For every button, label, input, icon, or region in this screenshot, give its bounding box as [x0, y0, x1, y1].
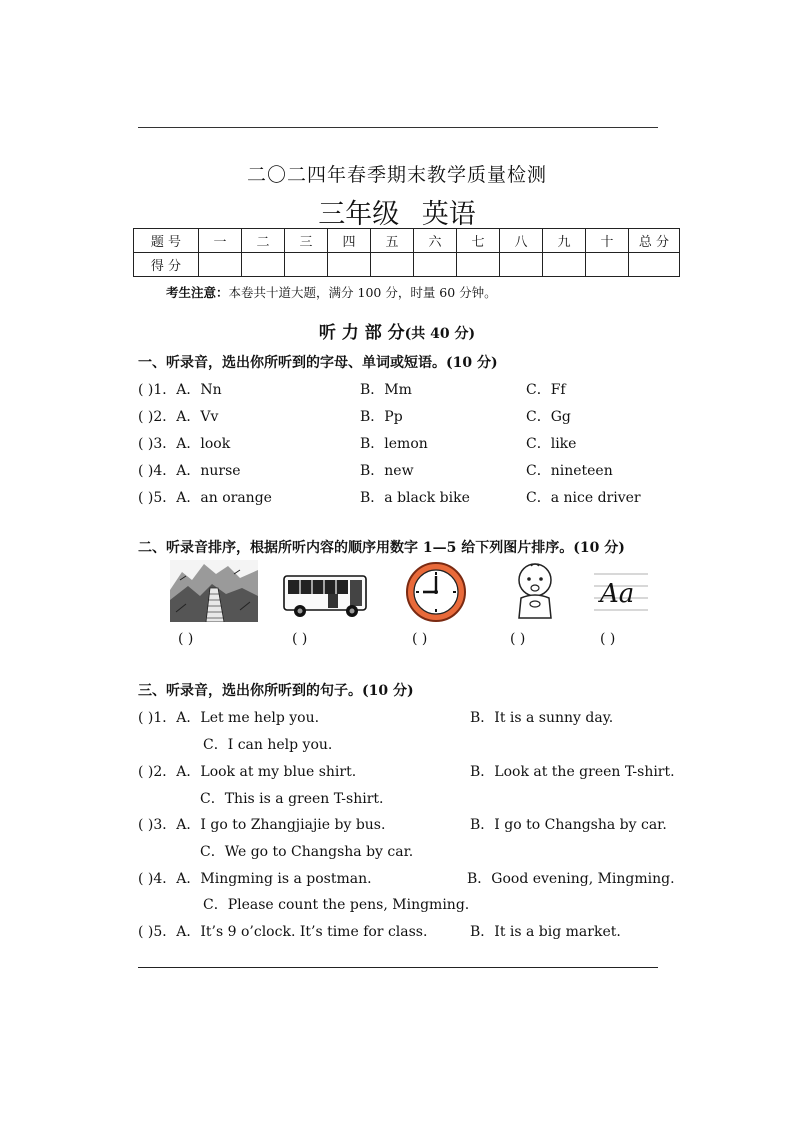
score-cell[interactable] — [500, 253, 543, 277]
s2-blank-4[interactable]: ( ) — [510, 631, 526, 647]
letter-aa-text: Aa — [600, 579, 635, 609]
s3-q2-b: B．Look at the green T-shirt. — [470, 764, 675, 780]
exam-subtitle: 二〇二四年春季期末教学质量检测 — [246, 164, 547, 186]
s3-q5-b: B．It is a big market. — [470, 924, 621, 940]
s1-q3-c: C．like — [526, 436, 577, 452]
s1-q2-c: C．Gg — [526, 409, 571, 425]
score-cell[interactable] — [457, 253, 500, 277]
s3-q4-b: B．Good evening, Mingming. — [467, 871, 675, 887]
section1-heading: 一、听录音，选出你所听到的字母、单词或短语。(10 分) — [138, 355, 498, 371]
s1-q4-c: C．nineteen — [526, 463, 613, 479]
s1-q1-b: B．Mm — [360, 382, 412, 398]
col-4: 四 — [328, 229, 371, 253]
part-title: 听 力 部 分 — [318, 323, 405, 343]
s1-q5-a: ( )5．A．an orange — [138, 490, 272, 506]
col-8: 八 — [500, 229, 543, 253]
s3-q2-a: ( )2．A．Look at my blue shirt. — [138, 764, 357, 780]
s3-q3-a: ( )3．A．I go to Zhangjiajie by bus. — [138, 817, 386, 833]
s1-q2-b: B．Pp — [360, 409, 403, 425]
col-10: 十 — [586, 229, 629, 253]
exam-title: 三年级 英语 — [318, 199, 476, 230]
score-cell[interactable] — [371, 253, 414, 277]
col-7: 七 — [457, 229, 500, 253]
col-3: 三 — [285, 229, 328, 253]
section2-heading: 二、听录音排序，根据所听内容的顺序用数字 1—5 给下列图片排序。(10 分) — [138, 540, 625, 556]
s3-q3-c: C．We go to Changsha by car. — [200, 844, 414, 860]
s1-q1-a: ( )1．A．Nn — [138, 382, 222, 398]
s3-q4-c: C．Please count the pens, Mingming. — [203, 897, 470, 913]
score-cell[interactable] — [285, 253, 328, 277]
s3-q2-c: C．This is a green T-shirt. — [200, 791, 384, 807]
s3-q1-b: B．It is a sunny day. — [470, 710, 614, 726]
s2-blank-1[interactable]: ( ) — [178, 631, 194, 647]
s3-q3-b: B．I go to Changsha by car. — [470, 817, 667, 833]
mountain-stairs-picture — [170, 560, 258, 622]
row-label-number: 题 号 — [134, 229, 199, 253]
col-6: 六 — [414, 229, 457, 253]
score-cell[interactable] — [586, 253, 629, 277]
score-cell[interactable] — [328, 253, 371, 277]
score-cell[interactable] — [242, 253, 285, 277]
s1-q5-b: B．a black bike — [360, 490, 470, 506]
clock-picture — [400, 560, 470, 622]
col-9: 九 — [543, 229, 586, 253]
s2-blank-3[interactable]: ( ) — [412, 631, 428, 647]
s2-blank-5[interactable]: ( ) — [600, 631, 616, 647]
top-rule — [138, 127, 658, 128]
s1-q2-a: ( )2．A．Vv — [138, 409, 219, 425]
s3-q1-a: ( )1．A．Let me help you. — [138, 710, 320, 726]
s3-q4-a: ( )4．A．Mingming is a postman. — [138, 871, 372, 887]
score-table-header-row — [134, 229, 680, 253]
s1-q4-a: ( )4．A．nurse — [138, 463, 241, 479]
score-cell[interactable] — [543, 253, 586, 277]
score-table — [133, 228, 680, 277]
notice-label: 考生注意： — [166, 285, 229, 300]
s2-blank-2[interactable]: ( ) — [292, 631, 308, 647]
bus-picture — [280, 560, 370, 622]
baby-picture — [505, 560, 565, 622]
bottom-rule — [138, 967, 658, 968]
letter-aa-picture — [592, 560, 650, 622]
col-2: 二 — [242, 229, 285, 253]
score-table-score-row — [134, 253, 680, 277]
col-1: 一 — [199, 229, 242, 253]
col-5: 五 — [371, 229, 414, 253]
part-points: (共 40 分) — [404, 326, 476, 342]
s1-q5-c: C．a nice driver — [526, 490, 641, 506]
s3-q1-c: C．I can help you. — [203, 737, 333, 753]
section3-heading: 三、听录音，选出你所听到的句子。(10 分) — [138, 683, 414, 699]
s1-q3-a: ( )3．A．look — [138, 436, 231, 452]
s1-q4-b: B．new — [360, 463, 414, 479]
notice-text: 本卷共十道大题，满分 100 分，时量 60 分钟。 — [228, 285, 497, 300]
score-cell[interactable] — [414, 253, 457, 277]
s3-q5-a: ( )5．A．It’s 9 o’clock. It’s time for class. — [138, 924, 428, 940]
score-cell[interactable] — [199, 253, 242, 277]
s1-q3-b: B．lemon — [360, 436, 428, 452]
row-label-score: 得 分 — [134, 253, 199, 277]
score-cell[interactable] — [629, 253, 680, 277]
exam-notice — [166, 283, 497, 301]
s1-q1-c: C．Ff — [526, 382, 566, 398]
part-heading — [0, 318, 794, 343]
col-total: 总 分 — [629, 229, 680, 253]
